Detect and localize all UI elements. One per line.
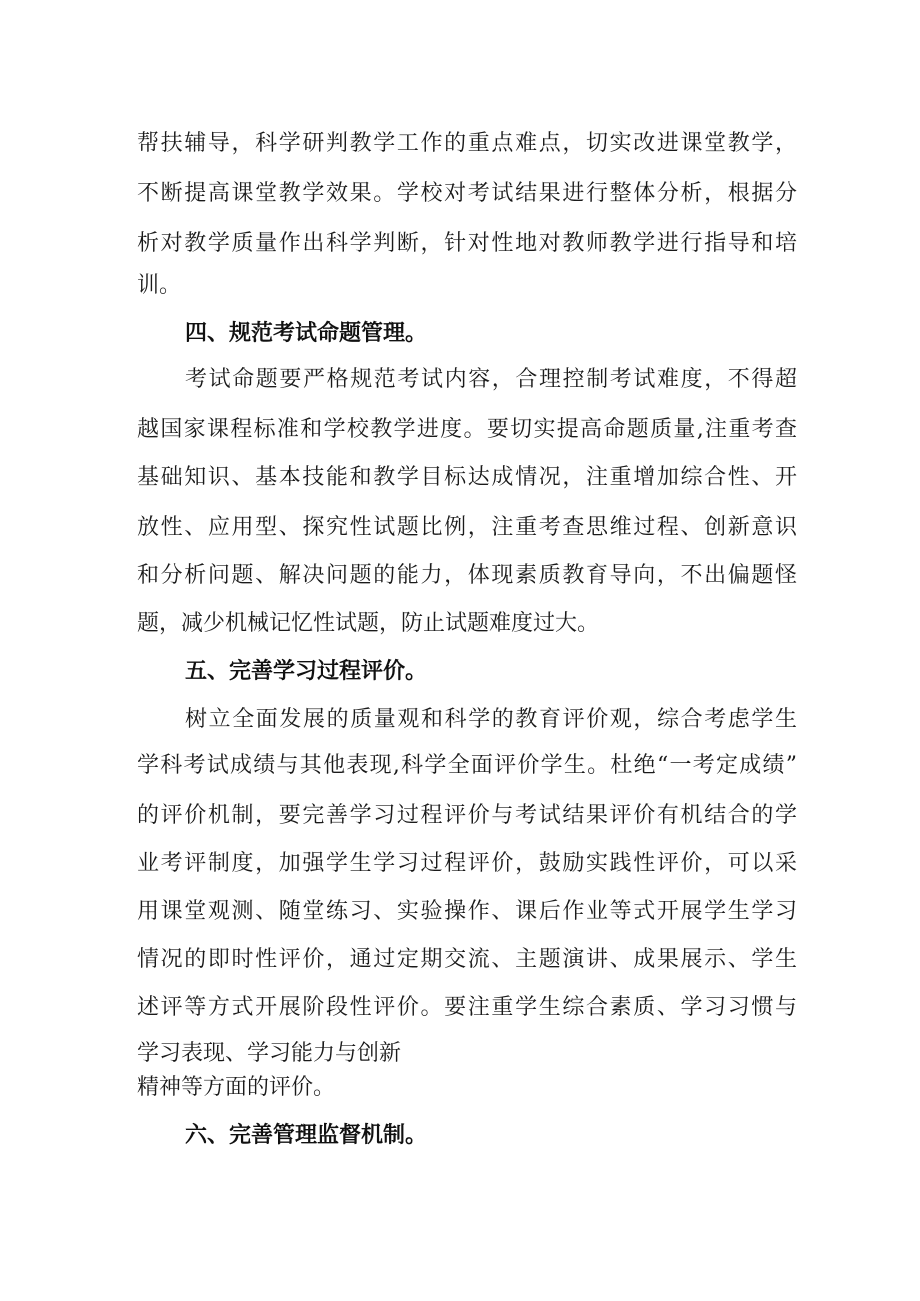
section5-line-4: 业考评制度，加强学生学习过程评价，鼓励实践性评价，可以采 bbox=[137, 851, 797, 876]
section4-heading: 四、规范考试命题管理。 bbox=[185, 321, 428, 346]
paragraph1-line-4: 训。 bbox=[137, 273, 182, 298]
section4-line-2: 越国家课程标准和学校教学进度。要切实提高命题质量,注重考查 bbox=[137, 417, 797, 442]
section5-heading: 五、完善学习过程评价。 bbox=[185, 659, 428, 684]
paragraph1-line-3: 析对教学质量作出科学判断，针对性地对教师教学进行指导和培 bbox=[137, 231, 797, 256]
paragraph1-line-2: 不断提高课堂教学效果。学校对考试结果进行整体分析，根据分 bbox=[137, 181, 797, 206]
section5-line-3: 的评价机制，要完善学习过程评价与考试结果评价有机结合的学 bbox=[137, 803, 797, 828]
section6-heading: 六、完善管理监督机制。 bbox=[185, 1123, 428, 1148]
section4-line-5: 和分析问题、解决问题的能力，体现素质教育导向，不出偏题怪 bbox=[137, 563, 797, 588]
paragraph1-line-1: 帮扶辅导，科学研判教学工作的重点难点，切实改进课堂教学， bbox=[137, 131, 797, 156]
section4-line-6: 题，减少机械记忆性试题，防止试题难度过大。 bbox=[137, 611, 600, 636]
section5-line-9: 精神等方面的评价。 bbox=[137, 1075, 336, 1100]
section5-line-6: 情况的即时性评价，通过定期交流、主题演讲、成果展示、学生 bbox=[137, 947, 797, 972]
section4-line-4: 放性、应用型、探究性试题比例，注重考查思维过程、创新意识 bbox=[137, 515, 797, 540]
section5-line-2: 学科考试成绩与其他表现,科学全面评价学生。杜绝“一考定成绩” bbox=[137, 753, 797, 778]
section4-line-3: 基础知识、基本技能和教学目标达成情况，注重增加综合性、开 bbox=[137, 465, 797, 490]
section5-line-1: 树立全面发展的质量观和科学的教育评价观，综合考虑学生 bbox=[185, 707, 797, 732]
section5-line-5: 用课堂观测、随堂练习、实验操作、课后作业等式开展学生学习 bbox=[137, 899, 797, 924]
section4-line-1: 考试命题要严格规范考试内容，合理控制考试难度，不得超 bbox=[185, 367, 797, 392]
section5-line-8: 学习表现、学习能力与创新 bbox=[137, 1041, 402, 1066]
section5-line-7: 述评等方式开展阶段性评价。要注重学生综合素质、学习习惯与 bbox=[137, 995, 797, 1020]
